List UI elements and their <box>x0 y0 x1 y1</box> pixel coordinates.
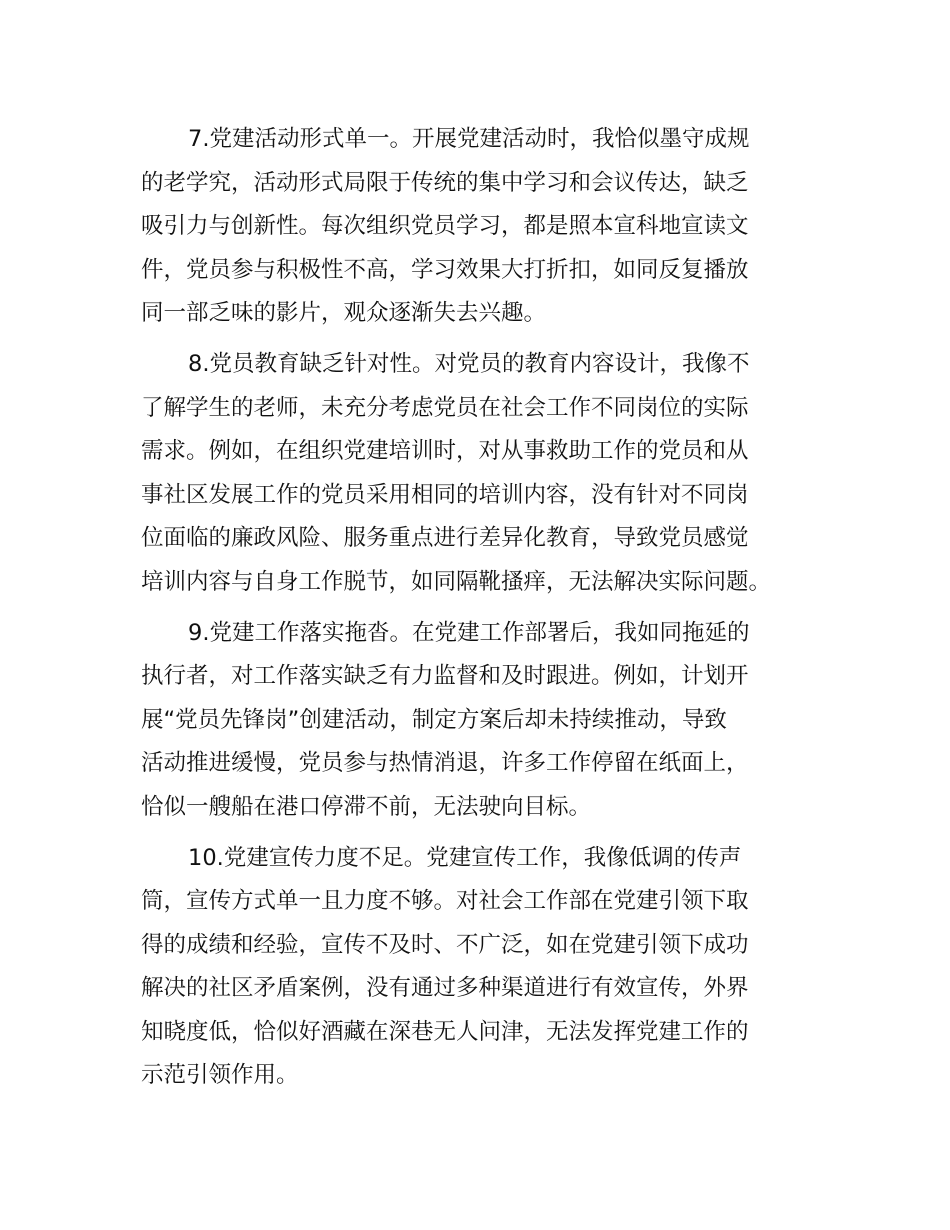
paragraph-7 <box>141 118 813 336</box>
text-line: 培训内容与自身工作脱节，如同隔靴搔痒，无法解决实际问题。 <box>141 568 772 595</box>
text-line: 需求。例如，在组织党建培训时，对从事救助工作的党员和从 <box>141 438 749 465</box>
paragraph-10 <box>141 837 813 1099</box>
text-line: 吸引力与创新性。每次组织党员学习，都是照本宣科地宣读文 <box>141 213 749 240</box>
text-line: 事社区发展工作的党员采用相同的培训内容，没有针对不同岗 <box>141 481 749 508</box>
paragraph-8 <box>141 343 813 605</box>
paragraph-9 <box>141 612 813 830</box>
text-line: 执行者，对工作落实缺乏有力监督和及时跟进。例如，计划开 <box>141 663 749 690</box>
text-line: 解决的社区矛盾案例，没有通过多种渠道进行有效宣传，外界 <box>141 975 749 1002</box>
document-page <box>141 118 813 1105</box>
text-line: 恰似一艘船在港口停滞不前，无法驶向目标。 <box>141 793 592 820</box>
text-line: 10.党建宣传力度不足。党建宣传工作，我像低调的传声 <box>188 844 742 871</box>
text-line: 筒，宣传方式单一且力度不够。对社会工作部在党建引领下取 <box>141 888 749 915</box>
text-line: 8.党员教育缺乏针对性。对党员的教育内容设计，我像不 <box>188 350 750 377</box>
text-line: 示范引领作用。 <box>141 1062 299 1089</box>
text-line: 的老学究，活动形式局限于传统的集中学习和会议传达，缺乏 <box>141 169 749 196</box>
text-line: 同一部乏味的影片，观众逐渐失去兴趣。 <box>141 300 547 327</box>
text-line: 9.党建工作落实拖沓。在党建工作部署后，我如同拖延的 <box>188 619 750 646</box>
text-line: 活动推进缓慢，党员参与热情消退，许多工作停留在纸面上， <box>141 750 749 777</box>
text-line: 了解学生的老师，未充分考虑党员在社会工作不同岗位的实际 <box>141 394 749 421</box>
text-line: 件，党员参与积极性不高，学习效果大打折扣，如同反复播放 <box>141 256 749 283</box>
text-line: 展“党员先锋岗”创建活动，制定方案后却未持续推动，导致 <box>141 706 727 733</box>
text-line: 得的成绩和经验，宣传不及时、不广泛，如在党建引领下成功 <box>141 931 749 958</box>
text-line: 位面临的廉政风险、服务重点进行差异化教育，导致党员感觉 <box>141 525 749 552</box>
text-line: 7.党建活动形式单一。开展党建活动时，我恰似墨守成规 <box>188 126 750 152</box>
text-line: 知晓度低，恰似好酒藏在深巷无人问津，无法发挥党建工作的 <box>141 1018 749 1045</box>
